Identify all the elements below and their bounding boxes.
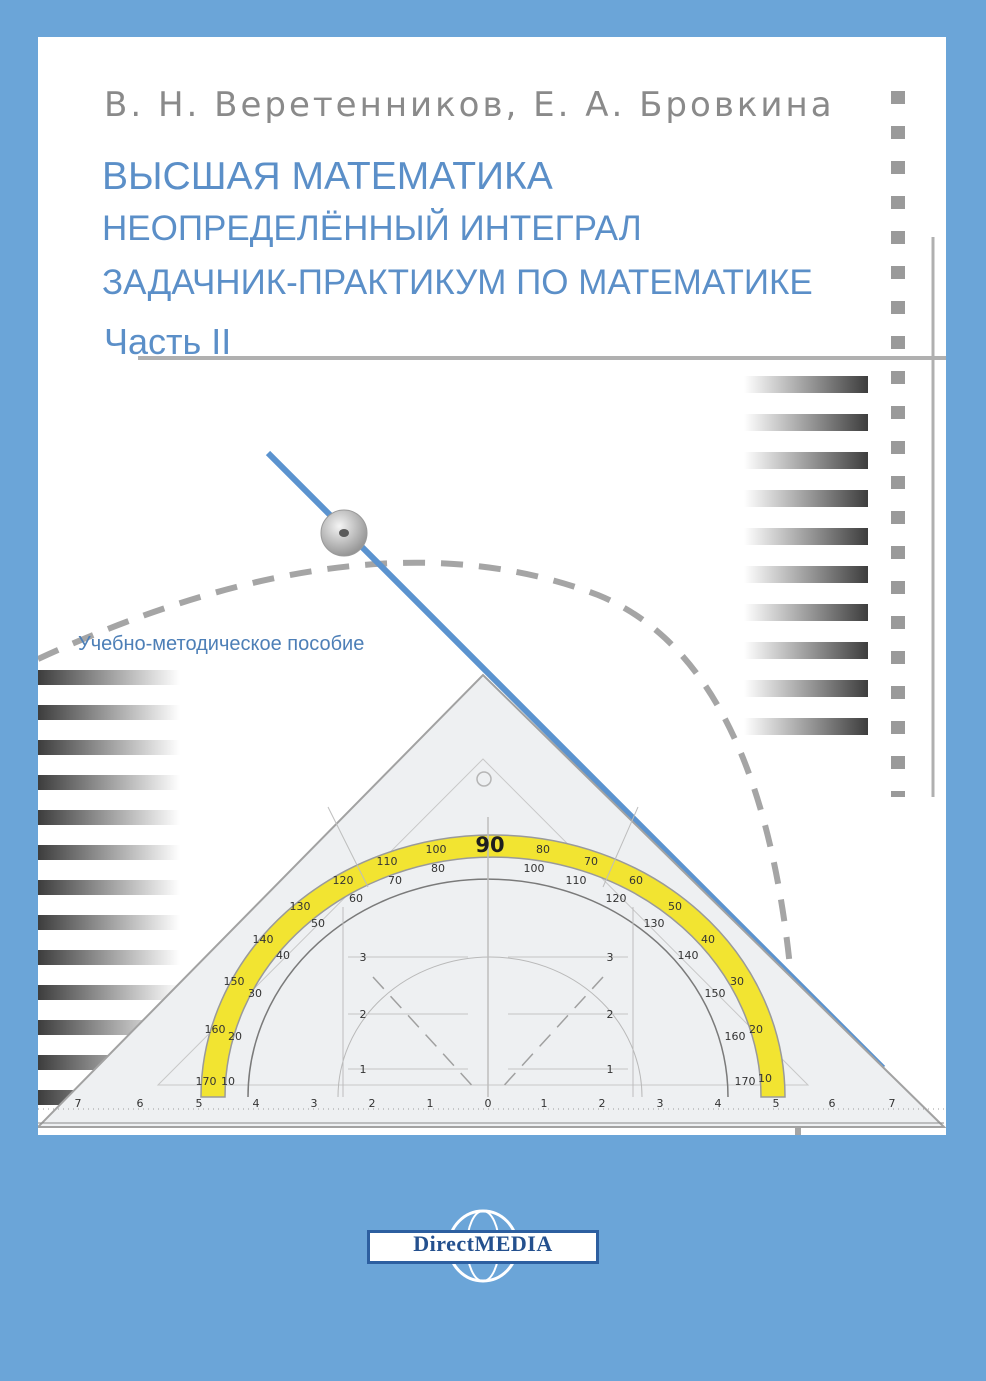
protractor-center-label: 90 (475, 833, 505, 857)
ruler-label: 7 (888, 1097, 896, 1110)
inner-scale-label: 10 (221, 1075, 235, 1088)
outer-scale-label: 20 (749, 1023, 763, 1036)
ruler-label: 4 (252, 1097, 260, 1110)
outer-scale-label: 120 (332, 874, 354, 887)
ruler-label: 3 (656, 1097, 664, 1110)
inner-scale-label: 110 (565, 874, 587, 887)
title-line-1: ВЫСШАЯ МАТЕМАТИКА (102, 155, 553, 198)
right-dash-column (898, 91, 933, 797)
inner-scale-label: 60 (349, 892, 363, 905)
side-mark: 1 (359, 1063, 367, 1076)
inner-scale-label: 170 (734, 1075, 756, 1088)
cover-panel (38, 37, 946, 1135)
right-gradient-bars (744, 376, 868, 735)
ruler-label: 7 (74, 1097, 82, 1110)
ruler-label: 3 (310, 1097, 318, 1110)
outer-scale-label: 110 (376, 855, 398, 868)
ruler-label: 1 (426, 1097, 434, 1110)
outer-scale-label: 170 (195, 1075, 217, 1088)
outer-scale-label: 60 (629, 874, 643, 887)
ruler-label: 5 (772, 1097, 780, 1110)
outer-scale-label: 150 (223, 975, 245, 988)
subtitle: Учебно-методическое пособие (78, 633, 365, 655)
outer-scale-label: 140 (252, 933, 274, 946)
ruler-label: 4 (714, 1097, 722, 1110)
cover-artwork (38, 37, 946, 1135)
inner-scale-label: 50 (311, 917, 325, 930)
ruler-label: 6 (828, 1097, 836, 1110)
outer-scale-label: 160 (204, 1023, 226, 1036)
outer-scale-label: 30 (730, 975, 744, 988)
inner-scale-label: 140 (677, 949, 699, 962)
publisher-logo (359, 1209, 607, 1283)
ruler-label: 2 (598, 1097, 606, 1110)
inner-scale-label: 30 (248, 987, 262, 1000)
inner-scale-label: 70 (388, 874, 402, 887)
outer-scale-label: 40 (701, 933, 715, 946)
side-mark: 1 (606, 1063, 614, 1076)
title-line-2: НЕОПРЕДЕЛЁННЫЙ ИНТЕГРАЛ (102, 209, 642, 248)
ruler-label: 0 (484, 1097, 492, 1110)
inner-scale-label: 100 (523, 862, 545, 875)
inner-scale-label: 120 (605, 892, 627, 905)
ruler-label: 2 (368, 1097, 376, 1110)
side-mark: 3 (606, 951, 614, 964)
inner-scale-label: 20 (228, 1030, 242, 1043)
ruler-label: 6 (136, 1097, 144, 1110)
inner-scale-label: 150 (704, 987, 726, 1000)
side-mark: 2 (606, 1008, 614, 1021)
inner-scale-label: 130 (643, 917, 665, 930)
title-line-3: ЗАДАЧНИК-ПРАКТИКУМ ПО МАТЕМАТИКЕ (102, 263, 813, 302)
title-part: Часть II (104, 321, 232, 362)
outer-scale-label: 50 (668, 900, 682, 913)
inner-scale-label: 80 (431, 862, 445, 875)
publisher-name: DirectMEDIA (413, 1231, 553, 1256)
side-mark: 3 (359, 951, 367, 964)
outer-scale-label: 80 (536, 843, 550, 856)
ruler-label: 1 (540, 1097, 548, 1110)
outer-scale-label: 100 (425, 843, 447, 856)
outer-scale-label: 10 (758, 1072, 772, 1085)
ruler-label: 5 (195, 1097, 203, 1110)
inner-scale-label: 160 (724, 1030, 746, 1043)
authors: В. Н. Веретенников, Е. А. Бровкина (104, 85, 835, 125)
side-mark: 2 (359, 1008, 367, 1021)
outer-scale-label: 130 (289, 900, 311, 913)
outer-scale-label: 70 (584, 855, 598, 868)
pivot-knob (321, 510, 367, 556)
inner-scale-label: 40 (276, 949, 290, 962)
